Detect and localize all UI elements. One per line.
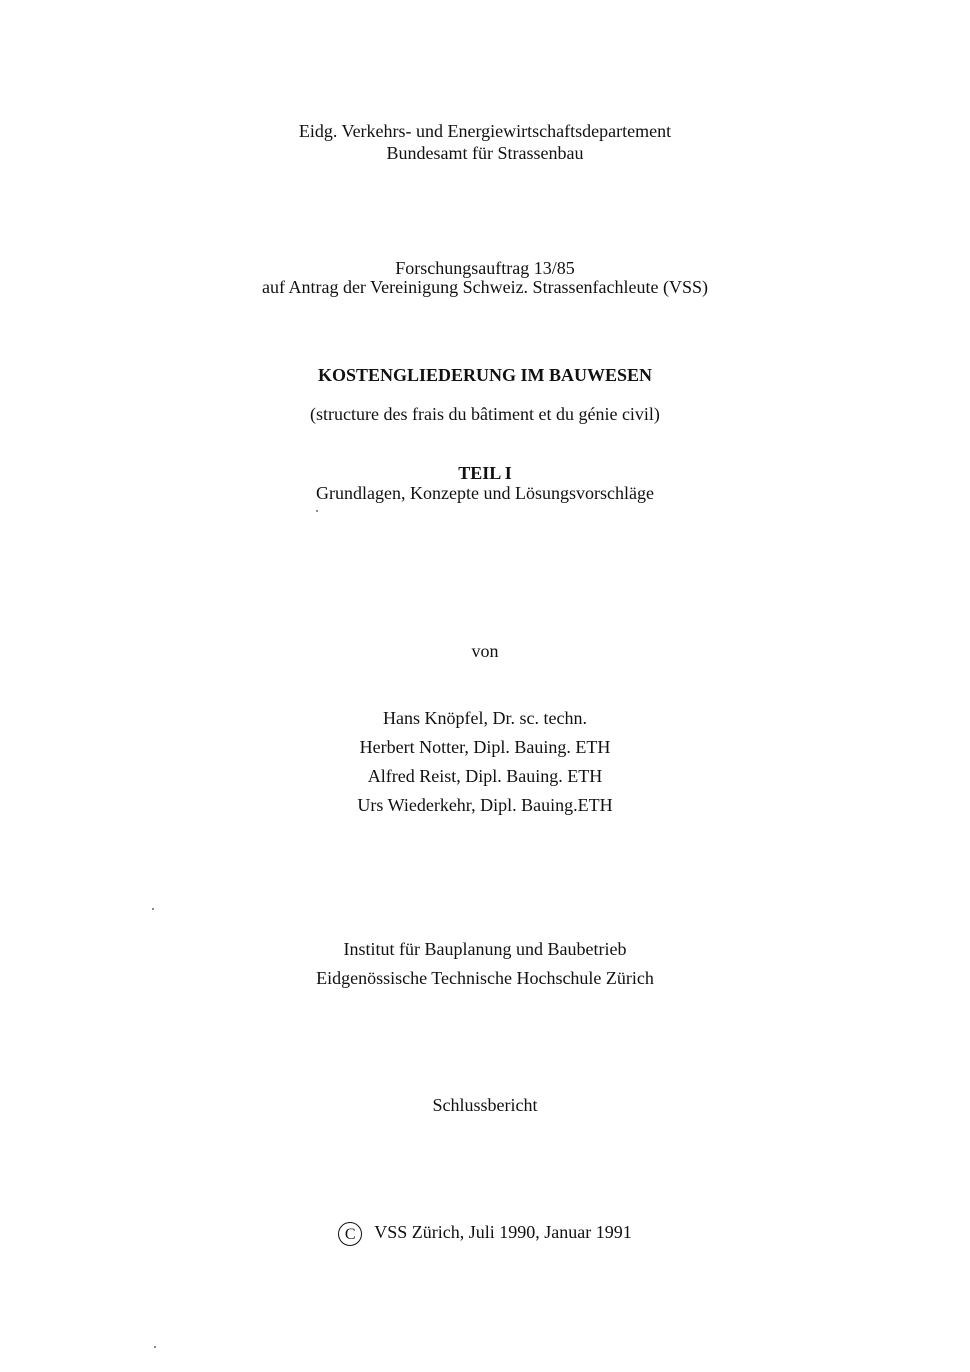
- by-label: von: [471, 641, 499, 661]
- author-3: Alfred Reist, Dipl. Bauing. ETH: [367, 766, 603, 786]
- department-name: Eidg. Verkehrs- und Energiewirtschaftsdepartement: [298, 121, 672, 141]
- office-name: Bundesamt für Strassenbau: [386, 143, 584, 163]
- scan-speck: [154, 1346, 156, 1348]
- author-2: Herbert Notter, Dipl. Bauing. ETH: [359, 737, 611, 757]
- copyright-line: [0, 1219, 970, 1246]
- scan-speck: [316, 510, 318, 512]
- document-title: KOSTENGLIEDERUNG IM BAUWESEN: [317, 365, 653, 385]
- report-type: Schlussbericht: [432, 1095, 538, 1115]
- part-label: TEIL I: [458, 463, 512, 483]
- part-description: Grundlagen, Konzepte und Lösungsvorschläge: [316, 483, 654, 503]
- author-4: Urs Wiederkehr, Dipl. Bauing.ETH: [357, 795, 613, 815]
- scan-speck: [152, 908, 154, 910]
- copyright-text: VSS Zürich, Juli 1990, Januar 1991: [374, 1222, 632, 1242]
- commission-request: auf Antrag der Vereinigung Schweiz. Strassenfachleute (VSS): [261, 277, 709, 297]
- research-order: Forschungsauftrag 13/85: [395, 258, 575, 278]
- copyright-icon: C: [338, 1222, 362, 1246]
- document-subtitle: (structure des frais du bâtiment et du génie civil): [310, 404, 660, 424]
- author-1: Hans Knöpfel, Dr. sc. techn.: [383, 708, 587, 728]
- institute-name: Institut für Bauplanung und Baubetrieb: [343, 939, 627, 959]
- university-name: Eidgenössische Technische Hochschule Zürich: [316, 968, 654, 988]
